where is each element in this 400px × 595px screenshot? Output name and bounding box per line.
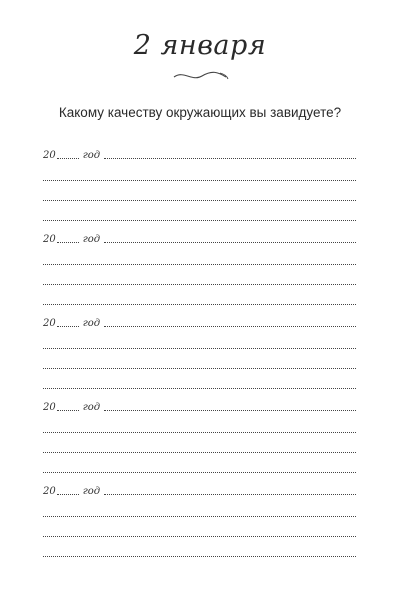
answer-line[interactable]: [43, 329, 356, 349]
answer-line[interactable]: [43, 245, 356, 265]
entries-list: [43, 140, 356, 560]
answer-line[interactable]: [43, 453, 356, 473]
year-blank[interactable]: [57, 493, 79, 495]
year-word: год: [82, 402, 101, 413]
answer-line[interactable]: [43, 413, 356, 433]
year-entry: [43, 308, 356, 392]
answer-line[interactable]: [43, 181, 356, 201]
answer-line[interactable]: [43, 537, 356, 557]
answer-line[interactable]: [43, 369, 356, 389]
year-word: год: [82, 486, 101, 497]
answer-line[interactable]: [43, 265, 356, 285]
year-line[interactable]: [43, 476, 356, 497]
year-blank[interactable]: [57, 409, 79, 411]
year-line[interactable]: [43, 308, 356, 329]
year-blank[interactable]: [57, 325, 79, 327]
year-blank[interactable]: [57, 157, 79, 159]
answer-line[interactable]: [43, 285, 356, 305]
answer-line[interactable]: [104, 493, 356, 495]
year-prefix: 20: [43, 318, 56, 329]
year-prefix: 20: [43, 234, 56, 245]
answer-line[interactable]: [43, 497, 356, 517]
answer-line[interactable]: [43, 517, 356, 537]
daily-question: Какому качеству окружающих вы завидуете?: [58, 105, 342, 120]
year-prefix: 20: [43, 402, 56, 413]
year-entry: [43, 140, 356, 224]
answer-line[interactable]: [104, 325, 356, 327]
year-word: год: [82, 318, 101, 329]
year-prefix: 20: [43, 486, 56, 497]
year-line[interactable]: [43, 140, 356, 161]
year-prefix: 20: [43, 150, 56, 161]
year-entry: [43, 392, 356, 476]
page-title: 2 января: [133, 30, 267, 61]
title-ornament: [170, 68, 230, 84]
year-entry: [43, 476, 356, 560]
year-word: год: [82, 234, 101, 245]
year-blank[interactable]: [57, 241, 79, 243]
year-line[interactable]: [43, 224, 356, 245]
answer-line[interactable]: [104, 241, 356, 243]
year-entry: [43, 224, 356, 308]
answer-line[interactable]: [43, 433, 356, 453]
answer-line[interactable]: [43, 161, 356, 181]
answer-line[interactable]: [104, 157, 356, 159]
answer-line[interactable]: [104, 409, 356, 411]
answer-line[interactable]: [43, 349, 356, 369]
answer-line[interactable]: [43, 201, 356, 221]
year-word: год: [82, 150, 101, 161]
year-line[interactable]: [43, 392, 356, 413]
